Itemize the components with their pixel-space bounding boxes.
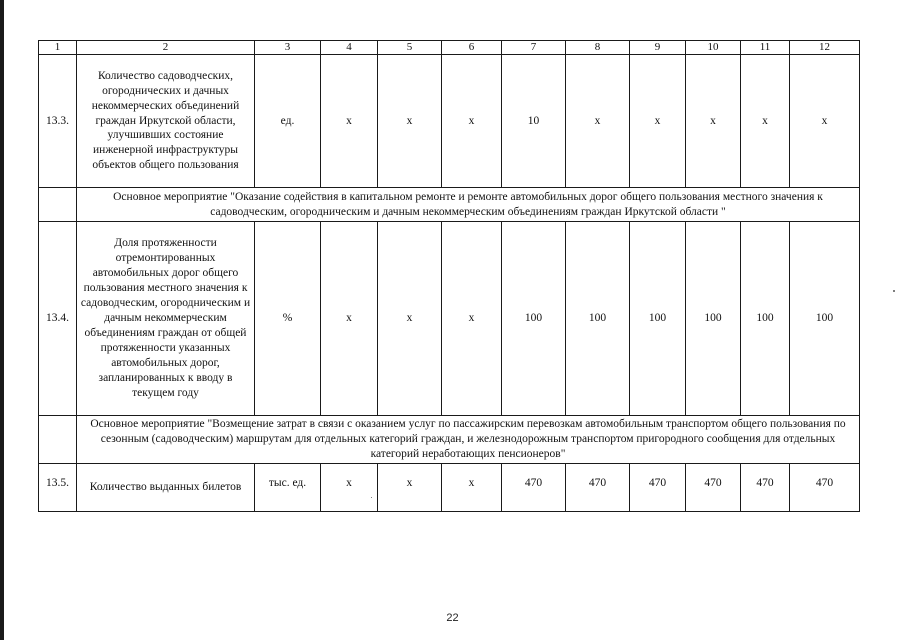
value-cell: x: [378, 55, 442, 188]
row-index: 13.3.: [39, 55, 77, 188]
column-number: 4: [321, 41, 378, 55]
indicator-name: Количество выданных билетов: [77, 464, 255, 512]
value-cell: 470: [630, 464, 686, 512]
unit-cell: %: [255, 222, 321, 416]
value-cell: 470: [566, 464, 630, 512]
value-cell: x: [321, 464, 378, 512]
value-cell: 100: [502, 222, 566, 416]
table-row: [39, 416, 860, 464]
value-cell: 470: [502, 464, 566, 512]
value-cell: x: [741, 55, 790, 188]
value-cell: x: [442, 222, 502, 416]
value-cell: 100: [566, 222, 630, 416]
value-cell: x: [566, 55, 630, 188]
main-measure-text: Основное мероприятие "Возмещение затрат в связи с оказанием услуг по пассажирским перевозкам автомобильным транспортом общего пользования по сезонным (садоводческим) маршрутам для отдельных категорий граждан, и железнодорожным транспортом пригородного сообщения для отдельных категорий неработающих пенсионеров": [77, 416, 860, 464]
column-number: 3: [255, 41, 321, 55]
empty-index-cell: [39, 416, 77, 464]
column-number: 11: [741, 41, 790, 55]
page-number: 22: [446, 612, 459, 624]
column-number-row: [39, 41, 860, 55]
column-number: 12: [790, 41, 860, 55]
table-row: [39, 222, 860, 416]
value-cell: 100: [686, 222, 741, 416]
value-cell: x: [790, 55, 860, 188]
column-number: 8: [566, 41, 630, 55]
table-row: [39, 188, 860, 222]
column-number: 9: [630, 41, 686, 55]
value-cell: x: [378, 464, 442, 512]
value-cell: 470: [790, 464, 860, 512]
column-number: 6: [442, 41, 502, 55]
value-cell: 470: [741, 464, 790, 512]
column-number: 5: [378, 41, 442, 55]
value-cell: x: [321, 222, 378, 416]
main-measure-text: Основное мероприятие "Оказание содействия в капитальном ремонте и ремонте автомобильных дорог общего пользования местного значения к садоводческим, огородническим и дачным некоммерческим объединениям граждан Иркутской области ": [77, 188, 860, 222]
unit-cell: тыс. ед.: [255, 464, 321, 512]
empty-index-cell: [39, 188, 77, 222]
value-cell: 10: [502, 55, 566, 188]
indicators-table: [38, 40, 860, 512]
value-cell: x: [442, 55, 502, 188]
row-index: 13.5.: [39, 464, 77, 512]
indicator-name: Количество садоводческих, огороднических и дачных некоммерческих объединений граждан Иркутской области, улучшивших состояние инженерной инфраструктуры объектов общего пользования: [77, 55, 255, 188]
column-number: 7: [502, 41, 566, 55]
value-cell: 100: [741, 222, 790, 416]
table-row: [39, 464, 860, 512]
column-number: 2: [77, 41, 255, 55]
unit-cell: ед.: [255, 55, 321, 188]
value-cell: x: [378, 222, 442, 416]
scan-speck: [893, 290, 895, 292]
value-cell: x: [630, 55, 686, 188]
value-cell: x: [442, 464, 502, 512]
table-row: [39, 55, 860, 188]
value-cell: x: [686, 55, 741, 188]
column-number: 1: [39, 41, 77, 55]
column-number: 10: [686, 41, 741, 55]
row-index: 13.4.: [39, 222, 77, 416]
indicator-name: Доля протяженности отремонтированных автомобильных дорог общего пользования местного значения к садоводческим, огородническим и дачным некоммерческим объединениям граждан от общей протяженности указанных автомобильных дорог, запланированных к вводу в текущем году: [77, 222, 255, 416]
value-cell: 100: [790, 222, 860, 416]
value-cell: x: [321, 55, 378, 188]
scan-left-edge: [0, 0, 4, 640]
value-cell: 470: [686, 464, 741, 512]
value-cell: 100: [630, 222, 686, 416]
